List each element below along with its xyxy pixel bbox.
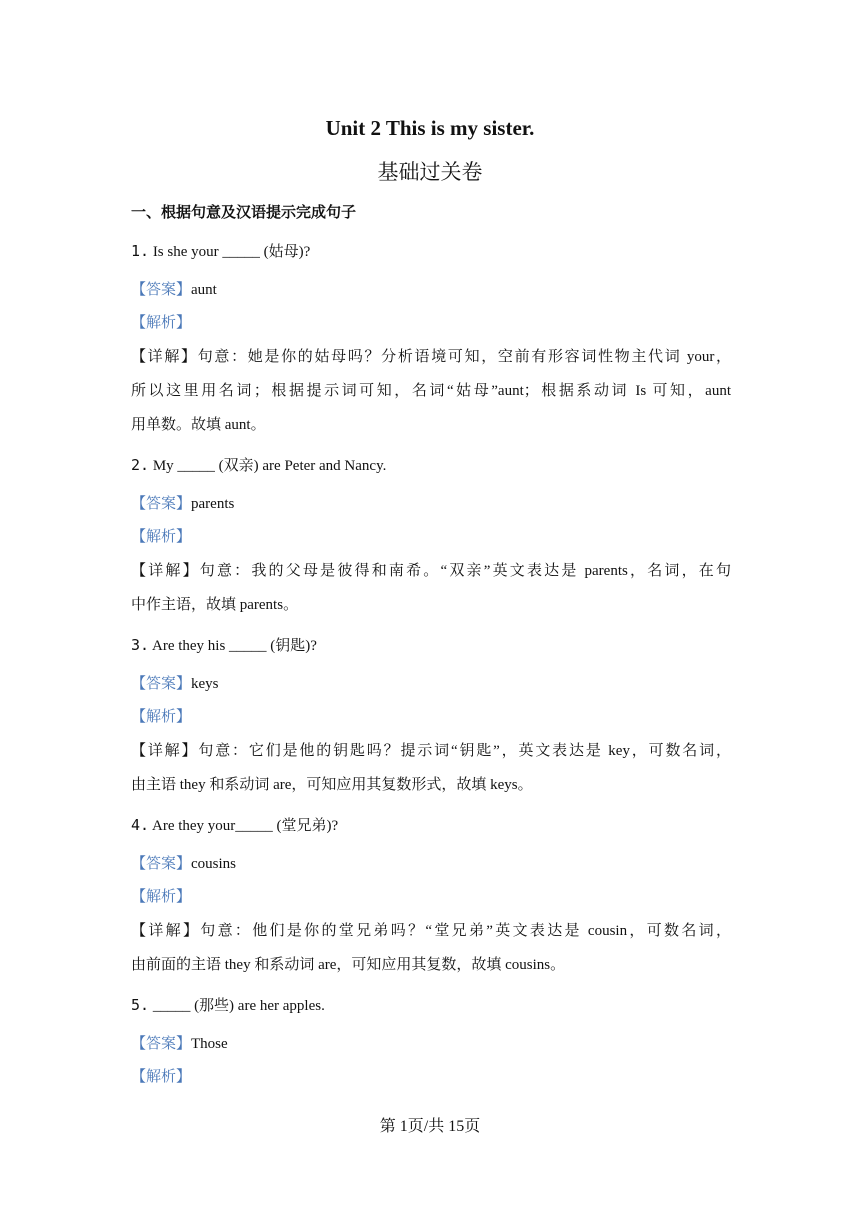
answer-3: [131, 673, 731, 695]
question-number: 2.: [131, 456, 150, 474]
question-5: [131, 994, 731, 1017]
question-4: [131, 814, 731, 837]
question-text: Are they your_____ (堂兄弟)?: [149, 818, 339, 834]
question-number: 4.: [131, 816, 150, 834]
question-text: _____ (那些) are her apples.: [149, 998, 325, 1014]
answer-5: [131, 1033, 731, 1055]
detail-line: 由前面的主语 they 和系动词 are，可知应用其复数，故填 cousins。: [131, 957, 566, 973]
analysis-tag-3: 【解析】: [131, 709, 192, 725]
page-title: Unit 2 This is my sister.: [325, 116, 535, 140]
detail-line: 【详解】句意：它们是他的钥匙吗？提示词“钥匙”，英文表达是 key，可数名词，: [131, 743, 731, 759]
answer-tag: 【答案】: [131, 1036, 192, 1052]
detail-line: 用单数。故填 aunt。: [131, 417, 266, 433]
detail-line: 由主语 they 和系动词 are，可知应用其复数形式，故填 keys。: [131, 777, 533, 793]
question-1: [131, 240, 731, 263]
analysis-tag-1: 【解析】: [131, 315, 192, 331]
question-text: Is she your _____ (姑母)?: [149, 244, 311, 260]
page-subtitle: 基础过关卷: [377, 160, 483, 184]
answer-value: aunt: [191, 282, 217, 298]
answer-tag: 【答案】: [131, 496, 192, 512]
question-number: 3.: [131, 636, 150, 654]
detail-line: 【详解】句意：我的父母是彼得和南希。“双亲”英文表达是 parents，名词，在句: [131, 563, 731, 579]
detail-line: 所以这里用名词；根据提示词可知，名词“姑母”aunt；根据系动词 Is 可知，aunt: [131, 383, 731, 399]
answer-1: [131, 279, 731, 301]
answer-tag: 【答案】: [131, 282, 192, 298]
answer-value: keys: [191, 676, 219, 692]
question-2: [131, 454, 731, 477]
detail-line: 【详解】句意：她是你的姑母吗？分析语境可知，空前有形容词性物主代词 your，: [131, 349, 731, 365]
question-text: My _____ (双亲) are Peter and Nancy.: [149, 458, 387, 474]
analysis-tag-4: 【解析】: [131, 889, 192, 905]
analysis-tag-2: 【解析】: [131, 529, 192, 545]
question-3: [131, 634, 731, 657]
question-number: 1.: [131, 242, 150, 260]
answer-2: [131, 493, 731, 515]
section-heading: 一、根据句意及汉语提示完成句子: [131, 203, 357, 221]
detail-line: 【详解】句意：他们是你的堂兄弟吗？“堂兄弟”英文表达是 cousin，可数名词，: [131, 923, 731, 939]
page-footer: 第 1页/共 15页: [379, 1118, 481, 1135]
answer-value: parents: [191, 496, 235, 512]
question-text: Are they his _____ (钥匙)?: [149, 638, 317, 654]
answer-4: [131, 853, 731, 875]
analysis-tag-5: 【解析】: [131, 1069, 192, 1085]
question-number: 5.: [131, 996, 150, 1014]
answer-tag: 【答案】: [131, 676, 192, 692]
detail-line: 中作主语，故填 parents。: [131, 597, 299, 613]
answer-value: Those: [191, 1036, 228, 1052]
answer-value: cousins: [191, 856, 237, 872]
answer-tag: 【答案】: [131, 856, 192, 872]
